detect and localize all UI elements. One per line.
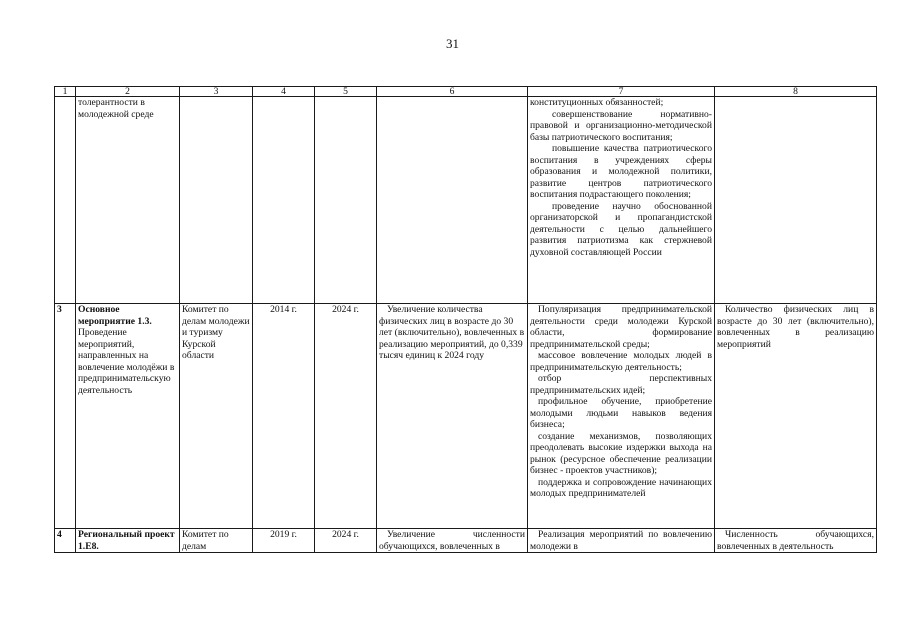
activity-item: отбор перспективных предпринимательских идей; [530,373,712,396]
activity-item: повышение качества патриотического воспитания в учреждениях сферы образования и молодежной политики, развитие центров патриотического воспитания подрастающего поколения; [530,143,712,200]
header-row [55,87,877,97]
cell-end: 2024 г. [315,304,377,529]
measure-title: Основное мероприятие 1.3. [78,304,152,327]
col-header-6: 6 [377,87,528,97]
cell-num: 4 [55,529,76,553]
activity-item: совершенствование нормативно-правовой и организационно-методической базы патриотического воспитания; [530,108,712,143]
col-header-2: 2 [76,87,180,97]
cell-indicator: Количество физических лиц в возрасте до 30 лет (включительно), вовлеченных в реализацию мероприятий [715,304,877,529]
cell-start: 2019 г. [253,529,315,553]
cell-num [55,97,76,304]
cell-result: Увеличение количества физических лиц в возрасте до 30 лет (включительно), вовлеченных в реализацию мероприятий, до 0,339 тысяч единиц к 2024 году [377,304,528,529]
cell-indicator [715,97,877,304]
cell-activities [528,97,715,304]
program-table [54,86,877,553]
cell-executor: Комитет по делам молодежи и туризму Курской области [180,304,253,529]
table-row [55,97,877,304]
table-row [55,304,877,529]
activity-item: поддержка и сопровождение начинающих молодых предпринимателей [530,476,712,499]
table-row [55,529,877,553]
cell-title: Региональный проект 1.E8. [76,529,180,553]
activity-item: Популяризация предпринимательской деятельности среди молодежи Курской области, формирование предпринимательской среды; [530,304,712,350]
cell-result [377,97,528,304]
col-header-1: 1 [55,87,76,97]
cell-executor: Комитет по делам [180,529,253,553]
cell-title [76,304,180,529]
cell-end: 2024 г. [315,529,377,553]
col-header-4: 4 [253,87,315,97]
activity-item: конституционных обязанностей; [530,97,664,108]
col-header-3: 3 [180,87,253,97]
col-header-8: 8 [715,87,877,97]
cell-start [253,97,315,304]
cell-indicator: Численность обучающихся, вовлеченных в деятельность [715,529,877,553]
cell-result: Увеличение численности обучающихся, вовлеченных в [377,529,528,553]
col-header-5: 5 [315,87,377,97]
page-number: 31 [446,36,459,51]
cell-activities: Реализация мероприятий по вовлечению молодежи в [528,529,715,553]
cell-title: толерантности в молодежной среде [76,97,180,304]
activity-item: профильное обучение, приобретение молодыми людьми навыков ведения бизнеса; [530,396,712,430]
activity-item: создание механизмов, позволяющих преодолевать высокие издержки выхода на рынок (ресурсное обеспечение реализации бизнес - проектов участников); [530,430,712,476]
activity-item: проведение научно обоснованной организаторской и пропагандистской деятельности с целью дальнейшего развития патриотизма как стержневой духовной составляющей России [530,200,712,258]
cell-end [315,97,377,304]
cell-executor [180,97,253,304]
cell-start: 2014 г. [253,304,315,529]
cell-activities [528,304,715,529]
activity-item: массовое вовлечение молодых людей в предпринимательскую деятельность; [530,350,712,373]
cell-num: 3 [55,304,76,529]
col-header-7: 7 [528,87,715,97]
measure-description: Проведение мероприятий, направленных на вовлечение молодёжи в предпринимательскую деятельность [78,327,175,396]
